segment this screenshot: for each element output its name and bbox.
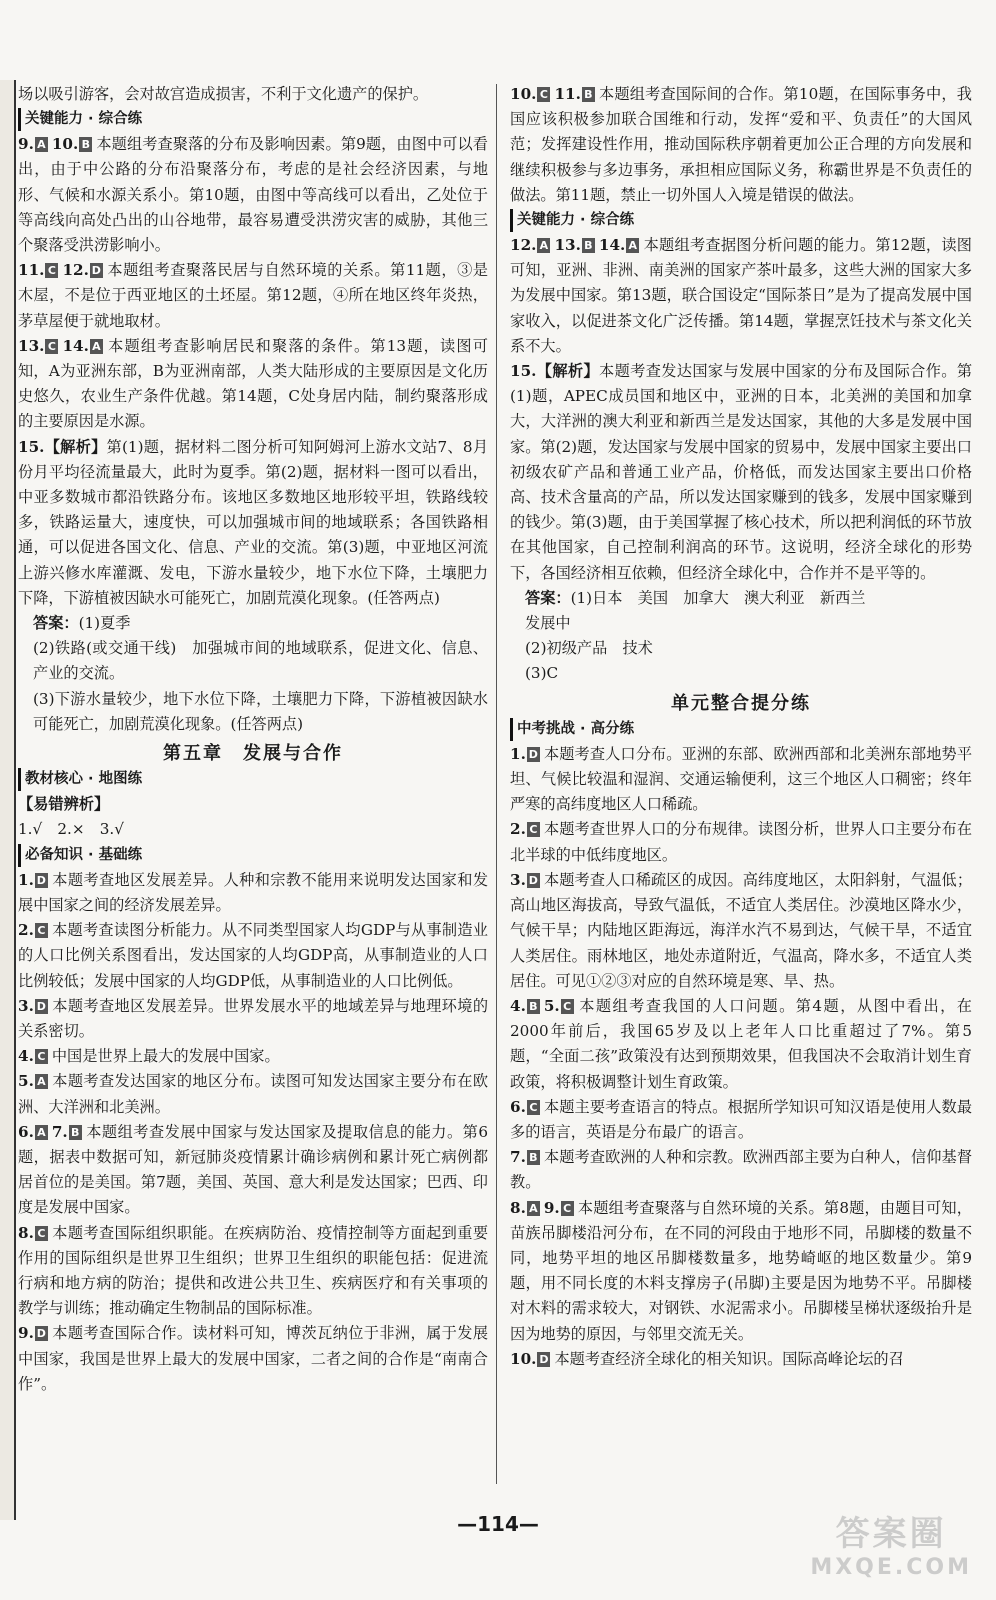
answer-line: (2)初级产品 技术	[525, 639, 653, 658]
answer-line: 答案：(1)日本 美国 加拿大 澳大利亚 新西兰	[525, 588, 866, 607]
answer-line: (3)C	[525, 664, 559, 683]
answer-item: 3. D 本题考查地区发展差异。世界发展水平的地域差异与地理环境的关系密切。	[18, 996, 488, 1040]
answer-item: 10. D 本题考查经济全球化的相关知识。国际高峰论坛的召	[510, 1349, 904, 1368]
answer-item: 5. A 本题考查发达国家的地区分布。读图可知发达国家主要分布在欧洲、大洋洲和北美洲。	[18, 1072, 488, 1116]
answer-item: 10. C 11. B 本题组考查国际间的合作。第10题，在国际事务中，我国应该积极参加联合国维和行动，发挥“爱和平、负责任”的大国风范；发挥建设性作用，推动国际秩序朝着更加公正合理的方向发展和继续积极参与多边事务，承担相应国际义务，称霸世界是不负责任的做法。第11题，禁止一切外国人入境是错误的做法。	[510, 85, 972, 204]
answer-item: 13. C 14. A 本题组考查影响居民和聚落的条件。第13题，读图可知，A为亚洲东部，B为亚洲南部，人类大陆形成的主要原因是文化历史悠久，农业生产条件优越。第14题，C处身居内陆，制约聚落形成的主要原因是水源。	[18, 336, 488, 431]
answer-item: 4. B 5. C 本题组考查我国的人口问题。第4题，从图中看出，在2000年前后，我国65岁及以上老年人口比重超过了7%。第5题，“全面二孩”政策没有达到预期效果，但我国决不会取消计划生育政策，将积极调整计划生育政策。	[510, 996, 972, 1091]
answer-item: 2. C 本题考查读图分析能力。从不同类型国家人均GDP与从事制造业的人口比例关系图看出，发达国家的人均GDP高，从事制造业的人口比例较低；发展中国家的人均GDP低，从事制造业的人口比例低。	[18, 921, 488, 990]
answer-item: 1. D 本题考查地区发展差异。人种和宗教不能用来说明发达国家和发展中国家之间的经济发展差异。	[18, 870, 488, 914]
answer-item: 8. C 本题考查国际组织职能。在疾病防治、疫情控制等方面起到重要作用的国际组织是世界卫生组织；世界卫生组织的职能包括：促进流行病和地方病的防治；提供和改进公共卫生、疾病医疗和有关事项的教学与训练；推动确定生物制品的国际标准。	[18, 1223, 488, 1318]
answer-line: 发展中	[525, 614, 571, 633]
answer-item: 1. D 本题考查人口分布。亚洲的东部、欧洲西部和北美洲东部地势平坦、气候比较温和湿润、交通运输便利，这三个地区人口稠密；终年严寒的高纬度地区人口稀疏。	[510, 744, 972, 814]
answer-item: 7. B 本题考查欧洲的人种和宗教。欧洲西部主要为白种人，信仰基督教。	[510, 1148, 972, 1192]
section-heading: 必备知识 · 基础练	[18, 844, 488, 867]
answer-item: 9. A 10. B 本题组考查聚落的分布及影响因素。第9题，由图中可以看出，由于中公路的分布沿聚落分布，考虑的是社会经济因素，与地形、气候和水源关系小。第10题，由图中等高线可以看出，乙处位于等高线向高处凸出的山谷地带，最容易遭受洪涝灾害的威胁，其他三个聚落受洪涝影响小。	[18, 135, 488, 255]
section-heading: 中考挑战 · 高分练	[510, 718, 972, 741]
left-column	[18, 82, 488, 1397]
answer-item: 6. A 7. B 本题组考查发展中国家与发达国家及提取信息的能力。第6题，据表中数据可知，新冠肺炎疫情累计确诊病例和累计死亡病例都居首位的是美国。第7题，美国、英国、意大利是发达国家；巴西、印度是发展中国家。	[18, 1122, 488, 1217]
answer-item: 2. C 本题考查世界人口的分布规律。读图分析，世界人口主要分布在北半球的中低纬度地区。	[510, 820, 972, 864]
section-heading: 关键能力 · 综合练	[510, 209, 972, 232]
true-false-answers: 1.√ 2.× 3.√	[18, 820, 124, 839]
unit-title: 单元整合提分练	[671, 692, 811, 714]
column-divider	[496, 84, 497, 1484]
subsection-heading: 【易错辨析】	[18, 795, 110, 814]
watermark-logo: 答案圈 MXQE.COM	[810, 1514, 972, 1580]
right-column	[510, 82, 972, 1372]
answer-item: 8. A 9. C 本题组考查聚落与自然环境的关系。第8题，由题目可知，苗族吊脚楼沿河分布，在不同的河段由于地形不同，吊脚楼的数量不同，地势平坦的地区吊脚楼数量多，地势崎岖的地区数量少。第9题，用不同长度的木料支撑房子(吊脚)主要是因为地势不平。吊脚楼对木料的需求较大，对钢铁、水泥需求小。吊脚楼呈梯状逐级抬升是因为地势的原因，与邻里交流无关。	[510, 1198, 972, 1343]
chapter-title: 第五章 发展与合作	[163, 743, 343, 765]
answer-item: 3. D 本题考查人口稀疏区的成因。高纬度地区，太阳斜射，气温低；高山地区海拔高，导致气温低，不适宜人类居住。沙漠地区降水少，气候干旱；内陆地区距海远，海洋水汽不易到达，气候干旱，不适宜人类居住。雨林地区，地处赤道附近，气温高，降水多，不适宜人类居住。可见①②③对应的自然环境是寒、旱、热。	[510, 870, 972, 990]
answer-item: 15.【解析】本题考查发达国家与发展中国家的分布及国际合作。第(1)题，APEC成员国和地区中，亚洲的日本，北美洲的美国和加拿大，大洋洲的澳大利亚和新西兰是发达国家，其他的大多是发展中国家。第(2)题，发达国家与发展中国家的贸易中，发展中国家主要出口初级农矿产品和普通工业产品，价格低，而发达国家主要出口价格高、技术含量高的产品，所以发达国家赚到的钱多，发展中国家赚到的钱少。第(3)题，由于美国掌握了核心技术，所以把利润低的环节放在其他国家，自己控制利润高的环节。这说明，经济全球化的形势下，各国经济相互依赖，但经济全球化中，合作并不是平等的。	[510, 362, 973, 582]
continuation-text: 场以吸引游客，会对故宫造成损害，不利于文化遗产的保护。	[18, 85, 429, 103]
answer-item: 9. D 本题考查国际合作。读材料可知，博茨瓦纳位于非洲，属于发展中国家，我国是世界上最大的发展中国家，二者之间的合作是“南南合作”。	[18, 1324, 488, 1393]
answer-line: 答案：(1)夏季	[33, 614, 131, 633]
answer-line: (2)铁路(或交通干线) 加强城市间的地域联系，促进文化、信息、产业的交流。	[33, 639, 488, 683]
answer-line: (3)下游水量较少，地下水位下降，土壤肥力下降，下游植被因缺水可能死亡，加剧荒漠化现象。(任答两点)	[33, 689, 488, 733]
answer-item: 4. C 中国是世界上最大的发展中国家。	[18, 1047, 280, 1066]
section-heading: 关键能力 · 综合练	[18, 108, 488, 131]
answer-item: 15.【解析】第(1)题，据材料二图分析可知阿姆河上游水文站7、8月份月平均径流量最大，此时为夏季。第(2)题，据材料一图可以看出，中亚多数城市都沿铁路分布。该地区多数地区地形较平坦，铁路线较多，铁路运量大，速度快，可以加强城市间的地域联系；各国铁路相通，可以促进各国文化、信息、产业的交流。第(3)题，中亚地区河流上游兴修水库灌溉、发电，下游水量较少，地下水位下降，土壤肥力下降，下游植被因缺水可能死亡，加剧荒漠化现象。(任答两点)	[18, 437, 489, 607]
section-heading: 教材核心 · 地图练	[18, 768, 488, 791]
answer-item: 6. C 本题主要考查语言的特点。根据所学知识可知汉语是使用人数最多的语言，英语是分布最广的语言。	[510, 1097, 972, 1141]
answer-item: 11. C 12. D 本题组考查聚落民居与自然环境的关系。第11题，③是木屋，不是位于西亚地区的土坯屋。第12题，④所在地区终年炎热，茅草屋便于就地取材。	[18, 261, 488, 330]
answer-item: 12. A 13. B 14. A 本题组考查据图分析问题的能力。第12题，读图可知，亚洲、非洲、南美洲的国家产茶叶最多，这些大洲的国家大多为发展中国家。第13题，联合国设定“国际茶日”是为了提高发展中国家收入，以促进茶文化广泛传播。第14题，掌握烹饪技术与茶文化关系不大。	[510, 236, 972, 355]
page-number: —114—	[457, 1512, 539, 1536]
binding-gutter	[0, 80, 16, 1520]
